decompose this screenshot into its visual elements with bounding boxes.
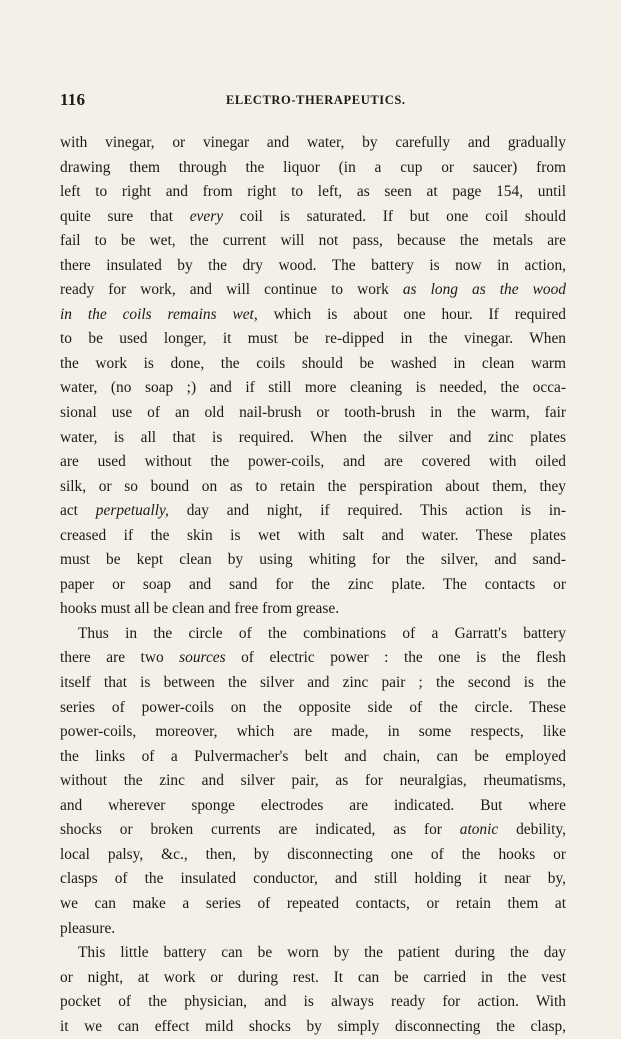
text-line [60,401,566,426]
text-segment: we can make a series of repeated contacts, or retain them at [60,894,566,912]
text-line [60,696,566,721]
text-line [60,352,566,377]
text-segment: there are two [60,649,180,667]
text-segment: debility, [498,821,566,839]
text-line [60,769,566,794]
text-segment: pocket of the physician, and is always ready for action. With [60,993,566,1011]
text-segment: hooks must all be clean and free from grease. [60,600,340,618]
page-number: 116 [60,90,86,109]
text-segment: silk, or so bound on as to retain the perspiration about them, they [60,477,566,495]
text-segment: local palsy, &c., then, by disconnecting one of the hooks or [60,845,566,863]
text-segment: water, (no soap ;) and if still more cleaning is needed, the occa- [60,379,566,397]
text-line [60,671,566,696]
text-line [60,548,566,573]
text-line [60,867,566,892]
text-segment: there insulated by the dry wood. The battery is now in action, [60,256,566,274]
text-segment: quite sure that [60,207,190,225]
text-segment: ready for work, and will continue to work [60,281,403,299]
text-line [60,573,566,598]
text-segment: clasps of the insulated conductor, and still holding it near by, [60,870,566,888]
text-line [60,254,566,279]
text-line [60,303,566,328]
text-line [60,794,566,819]
italic-text: atonic [459,821,499,839]
text-segment: pleasure. [60,919,116,937]
text-segment: or night, at work or during rest. It can be carried in the vest [60,968,566,986]
text-segment: are used without the power-coils, and are covered with oiled [60,453,566,471]
text-line [60,131,566,156]
text-segment: act [60,502,96,520]
text-segment: day and night, if required. This action is in- [168,502,566,520]
text-segment: of electric power : the one is the flesh [225,649,566,667]
text-segment: water, is all that is required. When the silver and zinc plates [60,428,566,446]
text-segment: the links of a Pulvermacher's belt and chain, can be employed [60,747,566,765]
italic-text: perpetually, [95,502,169,520]
text-line [60,426,566,451]
text-line [60,278,566,303]
text-line [60,1015,566,1039]
text-line [60,745,566,770]
text-segment: the work is done, the coils should be washed in clean warm [60,354,566,372]
text-segment: it we can effect mild shocks by simply disconnecting the clasp, [60,1017,566,1035]
text-segment: which is about one hour. If required [257,305,566,323]
text-line [60,376,566,401]
text-line [60,524,566,549]
text-segment: must be kept clean by using whiting for the silver, and sand- [60,551,566,569]
text-segment: creased if the skin is wet with salt and water. These plates [60,526,566,544]
text-line [60,818,566,843]
italic-text: in the coils remains wet, [60,305,258,323]
text-segment: with vinegar, or vinegar and water, by carefully and gradually [60,134,566,151]
text-line [60,966,566,991]
italic-text: as long as the wood [402,281,566,299]
text-line [60,622,566,647]
text-segment: shocks or broken currents are indicated, as for [60,821,460,839]
running-head [60,90,570,114]
text-line [60,156,566,181]
text-segment: series of power-coils on the opposite side of the circle. These [60,698,566,716]
text-line [60,720,566,745]
text-line [60,892,566,917]
text-segment: coil is saturated. If but one coil should [223,207,566,225]
text-segment: sional use of an old nail-brush or tooth-brush in the warm, fair [60,404,566,422]
text-segment: fail to be wet, the current will not pass, because the metals are [60,232,566,250]
text-segment: This little battery can be worn by the patient during the day [78,944,566,962]
text-line [60,499,566,524]
text-line [60,475,566,500]
text-line [60,450,566,475]
text-segment: drawing them through the liquor (in a cup or saucer) from [60,158,566,176]
italic-text: sources [179,649,226,667]
text-line [60,941,566,966]
text-segment: left to right and from right to left, as seen at page 154, until [60,183,566,201]
text-segment: to be used longer, it must be re-dipped in the vinegar. When [60,330,566,348]
text-line [60,917,566,942]
text-line [60,990,566,1015]
text-line [60,229,566,254]
text-line [60,597,566,622]
body-text [60,131,566,1039]
text-line [60,843,566,868]
text-segment: without the zinc and silver pair, as for neuralgias, rheumatisms, [60,772,566,790]
text-segment: paper or soap and sand for the zinc plate. The contacts or [60,575,566,593]
text-segment: Thus in the circle of the combinations of a Garratt's battery [78,624,566,642]
text-segment: and wherever sponge electrodes are indicated. But where [60,796,566,814]
italic-text: every [189,207,224,225]
text-line [60,180,566,205]
text-segment: power-coils, moreover, which are made, in some respects, like [60,723,566,741]
text-line [60,646,566,671]
text-line [60,205,566,230]
running-title: ELECTRO-THERAPEUTICS. [226,93,406,107]
text-line [60,327,566,352]
text-segment: itself that is between the silver and zinc pair ; the second is the [60,674,566,692]
